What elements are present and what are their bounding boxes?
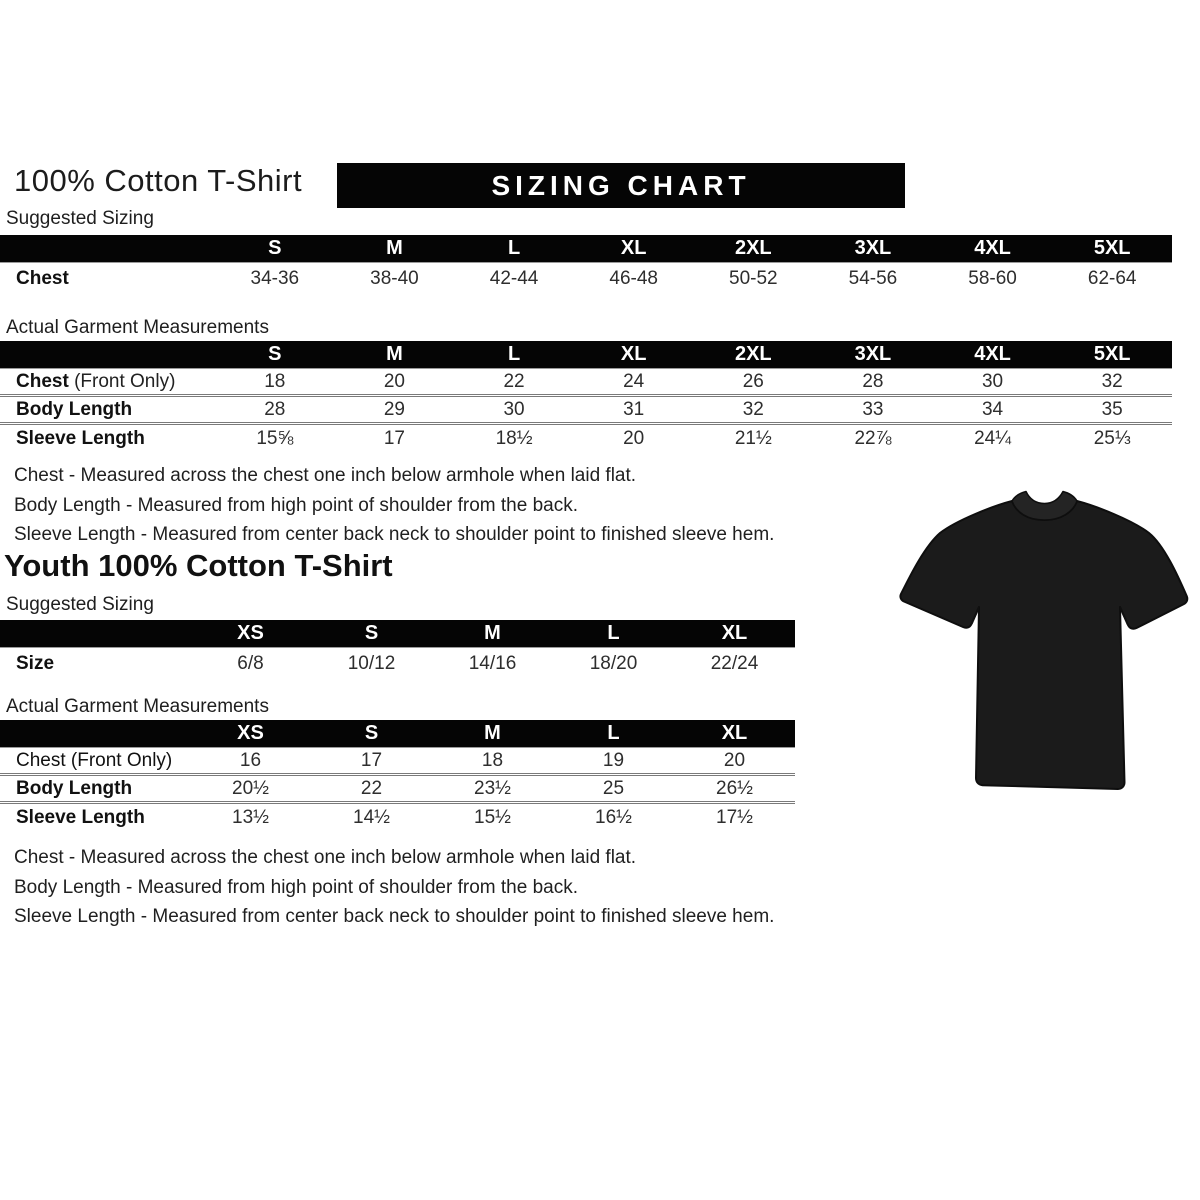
col-header: XS [237,722,264,744]
cell: 20½ [232,777,269,799]
header-spacer [0,341,215,368]
table-row [0,397,1172,425]
cell: 29 [383,398,405,420]
cell: 25⅓ [1093,428,1131,449]
note-sleeve-length: Sleeve Length - Measured from center back neck to shoulder point to finished sleeve hem. [14,906,775,927]
note-chest: Chest - Measured across the chest one inch below armhole when laid flat. [14,465,637,486]
cell: 38-40 [370,267,419,289]
table-row [0,425,1172,453]
cell: 26 [742,370,764,392]
table-row [0,263,1172,294]
cell: 20 [623,428,645,449]
col-header: S [364,722,379,744]
cell: 16 [239,749,262,771]
col-header: M [484,622,501,644]
page-title: 100% Cotton T-Shirt [14,163,303,198]
cell: 30 [981,370,1004,392]
cell: 58-60 [968,267,1017,289]
cell: 21½ [734,428,772,449]
sizing-chart-banner: SIZING CHART [337,163,905,208]
youth-actual-header-row [0,720,795,747]
youth-suggested-sizing-label: Suggested Sizing [6,594,154,615]
note-body-length: Body Length - Measured from high point of shoulder from the back. [14,494,578,516]
table-row [0,748,795,776]
cell: 17 [360,749,383,771]
adult-suggested-header-row [0,235,1172,262]
cell: 13½ [232,807,269,828]
header-spacer [0,620,190,647]
adult-actual-measurements-label: Actual Garment Measurements [6,317,269,338]
table-row [0,776,795,804]
row-label: Size [16,652,55,674]
row-label: Chest [16,267,69,289]
cell: 15½ [474,807,511,828]
cell: 50-52 [729,267,778,289]
col-header: 4XL [974,237,1011,259]
col-header: XL [721,622,748,644]
cell: 25 [602,777,625,799]
col-header: XS [237,622,264,644]
cell: 24¼ [974,428,1012,449]
col-header: XL [721,722,748,744]
note-chest: Chest - Measured across the chest one inch below armhole when laid flat. [14,847,637,868]
cell: 20 [383,370,405,392]
col-header: L [607,622,620,644]
col-header: XL [620,343,647,365]
black-tshirt-icon [893,477,1195,811]
cell: 22/24 [710,652,759,674]
table-row [0,804,795,832]
youth-actual-measurements-table [0,720,795,832]
col-header: S [268,237,282,259]
col-header: 5XL [1093,237,1131,259]
cell: 62-64 [1087,267,1137,289]
header-spacer [0,720,190,747]
col-header: 2XL [734,237,772,259]
cell: 26½ [716,777,753,799]
youth-measurement-notes [14,843,774,932]
col-header: L [507,343,521,365]
table-row [0,369,1172,397]
cell: 28 [264,398,286,420]
col-header: L [507,237,521,259]
cell: 16½ [595,807,632,828]
cell: 34 [981,398,1004,420]
col-header: S [364,622,379,644]
cell: 22 [503,370,525,392]
cell: 34-36 [250,267,300,289]
cell: 19 [602,749,625,771]
col-header: M [484,722,501,744]
col-header: 4XL [974,343,1011,365]
cell: 31 [623,398,645,420]
note-body-length: Body Length - Measured from high point of shoulder from the back. [14,876,578,898]
youth-suggested-sizing-table [0,620,795,679]
youth-section-title: Youth 100% Cotton T-Shirt [4,548,393,583]
cell: 22⅞ [854,428,892,449]
cell: 14/16 [468,652,517,674]
cell: 14½ [353,807,390,828]
cell: 24 [623,370,645,392]
row-label: Sleeve Length [16,807,145,828]
adult-measurement-notes [14,461,774,550]
col-header: 5XL [1093,343,1131,365]
cell: 23½ [474,777,511,799]
adult-actual-header-row [0,341,1172,368]
cell: 30 [503,398,525,420]
col-header: S [268,343,282,365]
tshirt-product-image [893,477,1195,811]
col-header: M [386,343,403,365]
cell: 32 [1101,370,1123,392]
cell: 28 [862,370,884,392]
cell: 10/12 [347,652,396,674]
cell: 18½ [495,428,533,449]
youth-suggested-header-row [0,620,795,647]
cell: 33 [862,398,884,420]
note-sleeve-length: Sleeve Length - Measured from center back neck to shoulder point to finished sleeve hem. [14,524,775,545]
cell: 32 [742,398,764,420]
cell: 18 [264,370,286,392]
cell: 42-44 [489,267,539,289]
cell: 18 [481,749,504,771]
col-header: XL [620,237,647,259]
row-label: Chest (Front Only) [16,370,176,392]
row-label: Sleeve Length [16,428,145,449]
cell: 46-48 [609,267,658,289]
cell: 54-56 [848,267,898,289]
col-header: 3XL [854,343,892,365]
cell: 20 [723,749,746,771]
row-label: Body Length [16,398,133,420]
cell: 22 [360,777,383,799]
col-header: 3XL [854,237,892,259]
adult-suggested-sizing-label: Suggested Sizing [6,208,154,229]
col-header: 2XL [734,343,772,365]
col-header: L [607,722,620,744]
adult-suggested-sizing-table [0,235,1172,294]
adult-actual-measurements-table [0,341,1172,453]
cell: 17 [383,428,405,449]
table-row [0,648,795,679]
row-label: Body Length [16,777,133,799]
youth-actual-measurements-label: Actual Garment Measurements [6,696,269,717]
cell: 17½ [716,807,753,828]
row-label: Chest (Front Only) [16,749,173,771]
cell: 35 [1101,398,1123,420]
cell: 18/20 [589,652,638,674]
cell: 6/8 [237,652,264,674]
header-spacer [0,235,215,262]
col-header: M [386,237,403,259]
cell: 15⅝ [256,428,294,449]
